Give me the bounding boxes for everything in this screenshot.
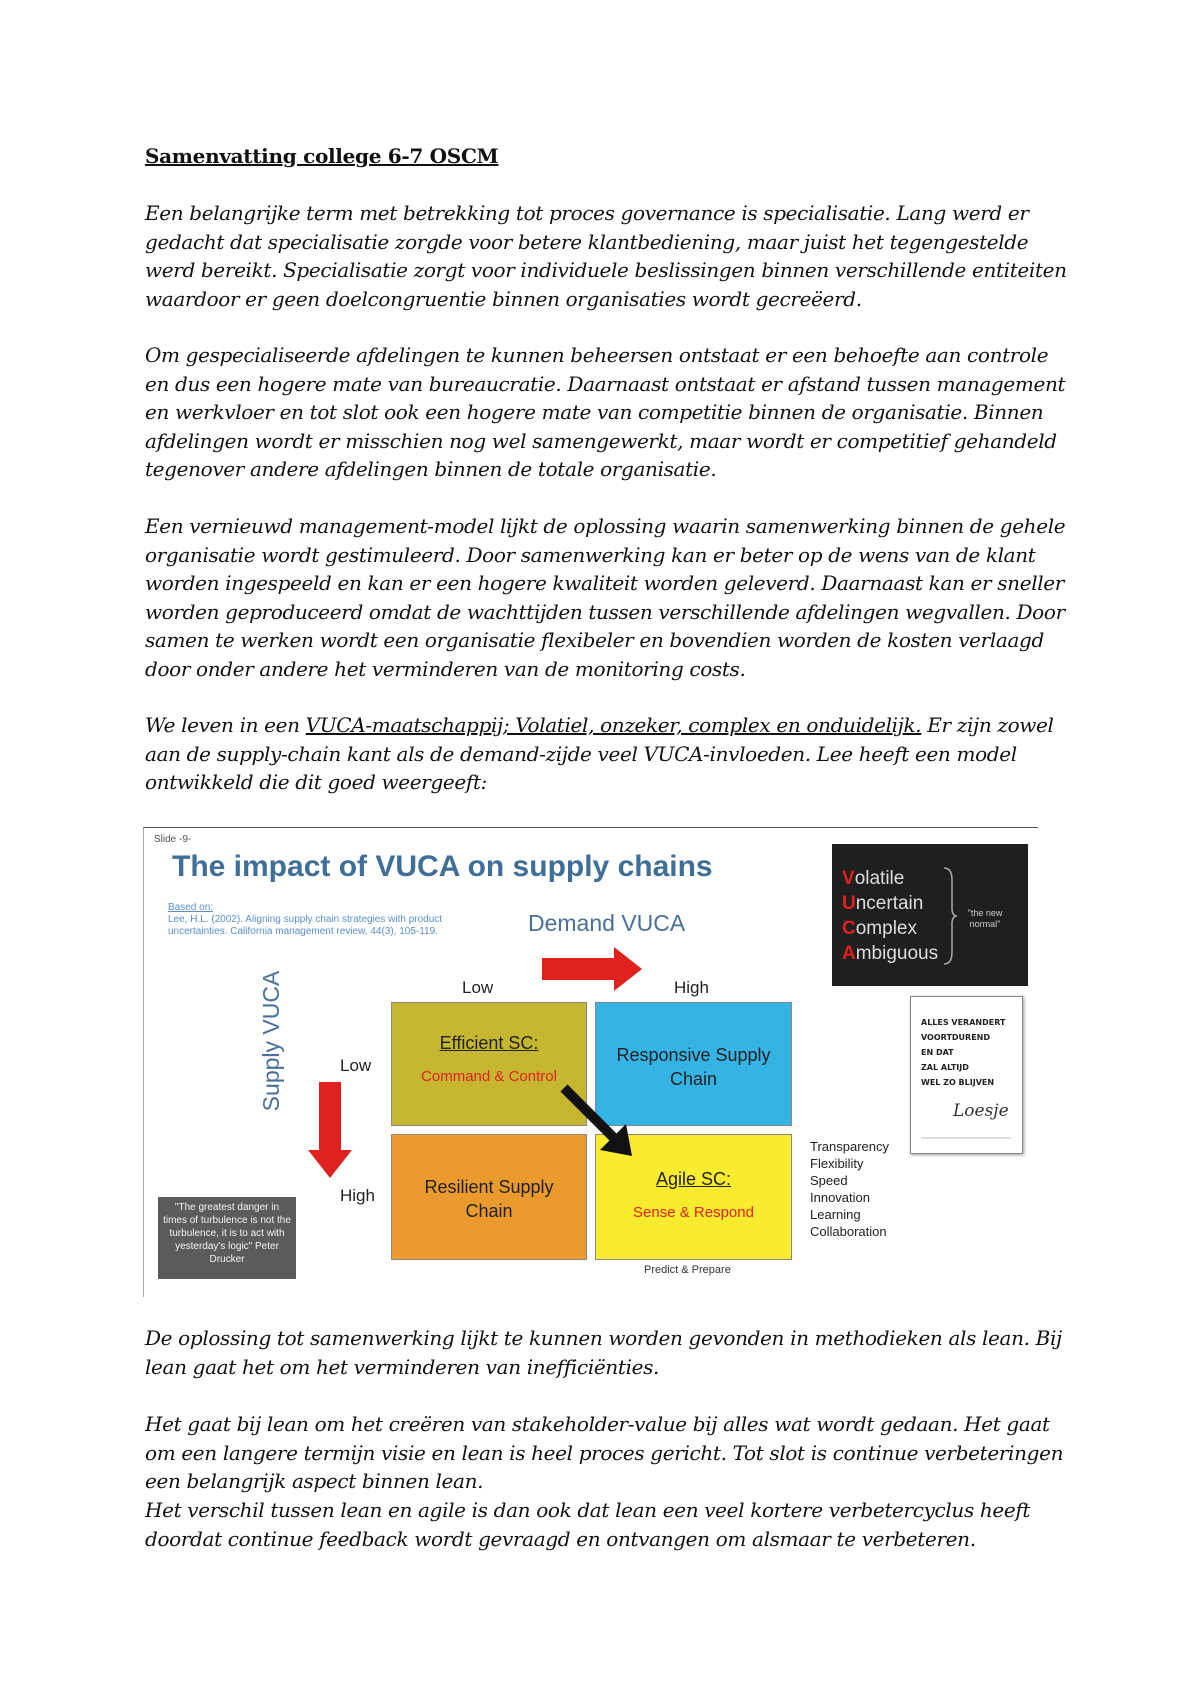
- resilient-title: Resilient Supply Chain: [424, 1177, 554, 1221]
- agile-characteristics-list: [810, 1138, 889, 1240]
- poster-line: VOORTDUREND: [921, 1033, 991, 1042]
- responsive-title: Responsive Supply Chain: [616, 1045, 771, 1089]
- vuca-underlined-text: VUCA-maatschappij; Volatiel, onzeker, complex en onduidelijk.: [305, 713, 922, 737]
- paragraph-management-model: Een vernieuwd management-model lijkt de oplossing waarin samenwerking binnen de gehele organisatie wordt gestimuleerd. Door samenwerking kan er beter op de wens van de klant worden ingespeeld en kan er een hogere kwaliteit worden geleverd. Daarnaast kan er sneller worden geproduceerd omdat de wachttijden tussen verschillende afdelingen wegvallen. Door samen te werken wordt een organisatie flexibeler en bovendien worden de kosten verlaagd door onder andere het verminderen van de monitoring costs.: [145, 514, 1066, 681]
- poster-line: ZAL ALTIJD: [921, 1063, 969, 1072]
- vuca-word-uncertain: Uncertain: [842, 893, 924, 914]
- demand-high-label: High: [674, 978, 709, 997]
- predict-prepare-label: Predict & Prepare: [644, 1264, 731, 1276]
- paragraph-lean: De oplossing tot samenwerking lijkt te kunnen worden gevonden in methodieken als lean. Bij lean gaat het om het verminderen van inefficiënties.: [145, 1326, 1062, 1379]
- based-on-label: Based on:: [168, 902, 214, 913]
- based-on-reference: [168, 902, 468, 938]
- vuca-word-volatile: Volatile: [842, 868, 905, 889]
- list-item: Transparency: [810, 1139, 889, 1154]
- poster-text: [921, 1015, 1005, 1090]
- vuca-rest-text: Er zijn zowel aan de supply-chain kant als de demand-zijde veel VUCA-invloeden. Lee heeft een model ontwikkeld die dit goed weergeeft:: [145, 713, 1054, 794]
- list-item: Speed: [810, 1173, 848, 1188]
- list-item: Collaboration: [810, 1224, 887, 1239]
- paragraph-lean-agile: Het verschil tussen lean en agile is dan ook dat lean een veel kortere verbetercyclus heeft doordat continue feedback wordt gevraagd en ontvangen om alsmaar te verbeteren.: [145, 1498, 1031, 1551]
- supply-high-label: High: [340, 1186, 375, 1205]
- efficient-sc-subtitle: Command & Control: [421, 1068, 557, 1085]
- vuca-intro-text: We leven in een: [145, 713, 306, 737]
- poster-signature: Loesje: [953, 1101, 1009, 1121]
- vuca-definition-box: [832, 844, 1028, 986]
- poster-footer-line: [921, 1137, 1011, 1139]
- slide-number: Slide -9-: [154, 834, 192, 845]
- brace-icon: [942, 866, 958, 966]
- poster-line: ALLES VERANDERT: [921, 1018, 1006, 1027]
- paragraph-specialisatie: Een belangrijke term met betrekking tot proces governance is specialisatie. Lang werd er gedacht dat specialisatie zorgde voor betere klantbediening, maar juist het tegengestelde werd bereikt. Specialisatie zorgt voor individuele beslissingen binnen verschillende entiteiten waardoor er geen doelcongruentie binnen organisaties wordt gecreëerd.: [145, 201, 1067, 311]
- list-item: Flexibility: [810, 1156, 864, 1171]
- agile-sc-title: Agile SC:: [655, 1169, 732, 1189]
- efficient-sc-title: Efficient SC:: [439, 1033, 539, 1053]
- supply-vuca-label: Supply VUCA: [258, 970, 284, 1112]
- resilient-quadrant: [391, 1134, 587, 1260]
- paragraph-lean-value: Het gaat bij lean om het creëren van stakeholder-value bij alles wat wordt gedaan. Het gaat om een langere termijn visie en lean is heel proces gericht. Tot slot is continue verbeteringen een belangrijk aspect binnen lean.: [145, 1412, 1064, 1493]
- supply-arrow-icon: [306, 1082, 354, 1182]
- list-item: Learning: [810, 1207, 861, 1222]
- demand-low-label: Low: [462, 978, 494, 997]
- paragraph-bureaucratie: Om gespecialiseerde afdelingen te kunnen beheersen ontstaat er een behoefte aan controle en dus een hogere mate van bureaucratie. Daarnaast ontstaat er afstand tussen management en werkvloer en tot slot ook een hogere mate van competitie binnen de organisatie. Binnen afdelingen wordt er misschien nog wel samengewerkt, maar wordt er competitief gehandeld tegenover andere afdelingen binnen de totale organisatie.: [145, 343, 1066, 481]
- document-title: Samenvatting college 6-7 OSCM: [145, 144, 499, 168]
- vuca-slide-figure: [143, 827, 1038, 1297]
- supply-low-label: Low: [340, 1056, 372, 1075]
- list-item: Innovation: [810, 1190, 870, 1205]
- drucker-quote-image: [158, 1197, 296, 1279]
- demand-arrow-icon: [542, 945, 646, 993]
- poster-line: EN DAT: [921, 1048, 954, 1057]
- vuca-word-list: [842, 866, 938, 966]
- agile-sc-subtitle: Sense & Respond: [633, 1204, 754, 1221]
- poster-line: WEL ZO BLIJVEN: [921, 1078, 995, 1087]
- slide-title: The impact of VUCA on supply chains: [172, 850, 713, 883]
- vuca-word-ambiguous: Ambiguous: [842, 943, 939, 964]
- reference-text: Lee, H.L. (2002). Aligning supply chain strategies with product uncertainties. California management review, 44(3), 105-119.: [168, 914, 443, 937]
- diagonal-arrow-icon: [560, 1084, 640, 1164]
- vuca-word-complex: Complex: [842, 918, 917, 939]
- efficient-sc-quadrant: [391, 1002, 587, 1126]
- drucker-quote-text: "The greatest danger in times of turbulence is not the turbulence, it is to act with yesterday's logic" Peter Drucker: [163, 1202, 291, 1265]
- new-normal-note: "the new normal": [967, 908, 1003, 929]
- demand-vuca-label: Demand VUCA: [528, 910, 686, 936]
- paragraph-vuca: [145, 711, 1075, 797]
- loesje-poster: [910, 996, 1023, 1154]
